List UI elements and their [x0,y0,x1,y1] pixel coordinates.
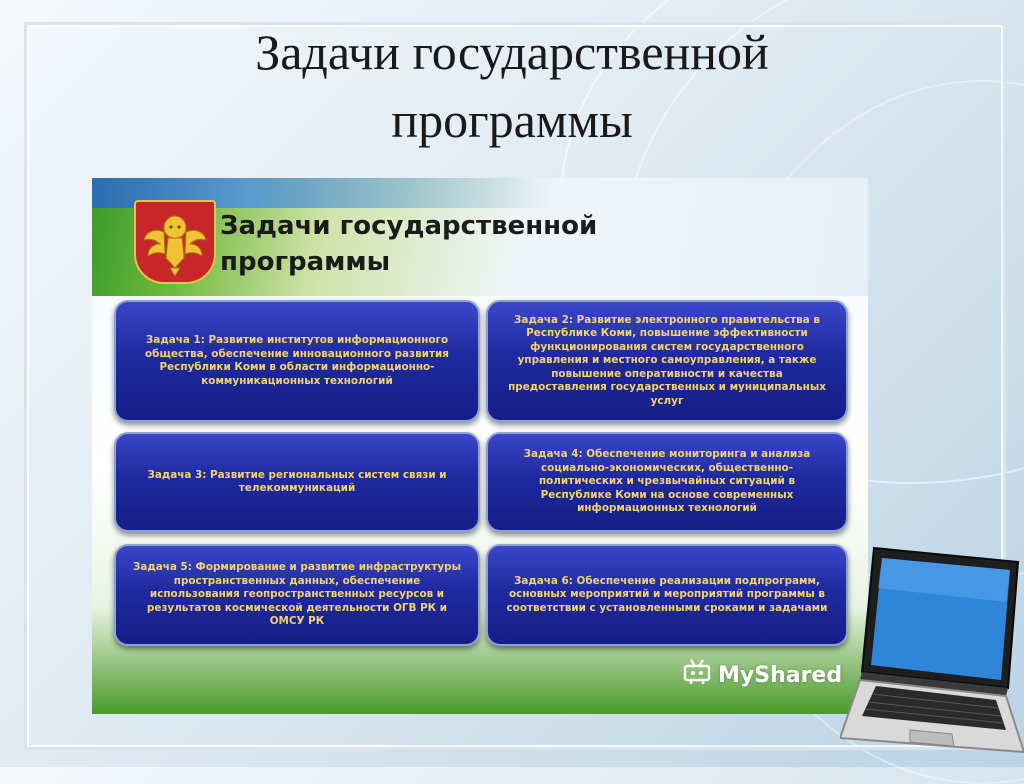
task-text: Задача 6: Обеспечение реализации подпрограмм, основных мероприятий и мероприятий программы в соответствии с установленными сроками и задачами [506,574,828,614]
task-text: Задача 2: Развитие электронного правительства в Республике Коми, повышение эффективности функционирования систем государственного управления и местного самоуправления, а также повышение оперативности и качества предоставления государственных и муниципальных услуг [508,313,826,407]
embedded-title-line1: Задачи государственной [220,211,598,241]
slide-title-line1: Задачи государственной [255,24,769,80]
embedded-slide-image [92,178,868,714]
laptop-icon [840,540,1024,767]
task-box-3 [114,432,480,532]
task-text: Задача 1: Развитие институтов информационного общества, обеспечение инновационного развития Республики Коми в области информационно-коммуникационных технологий [145,334,449,387]
embedded-slide-title [220,208,597,280]
task-text: Задача 4: Обеспечение мониторинга и анализа социально-экономических, общественно-политических и чрезвычайных ситуаций в Республике Коми на основе современных информационных технологий [523,448,811,515]
task-text: Задача 3: Развитие региональных систем связи и телекоммуникаций [147,468,447,494]
task-text: Задача 5: Формирование и развитие инфраструктуры пространственных данных, обеспечение использования геопространственных ресурсов и результатов космической деятельности ОГВ РК и ОМСУ РК [132,561,461,628]
task-box-1 [114,300,480,422]
embedded-title-line2: программы [220,247,391,277]
slide-title-line2: программы [391,92,633,148]
task-box-2 [486,300,848,422]
slide-title [0,18,1024,154]
task-box-4 [486,432,848,532]
myshared-watermark [682,658,842,692]
komi-coat-of-arms-icon [134,200,216,284]
task-box-5 [114,544,480,646]
watermark-text: MyShared [718,662,843,688]
myshared-logo-icon [682,658,712,692]
task-box-6 [486,544,848,646]
